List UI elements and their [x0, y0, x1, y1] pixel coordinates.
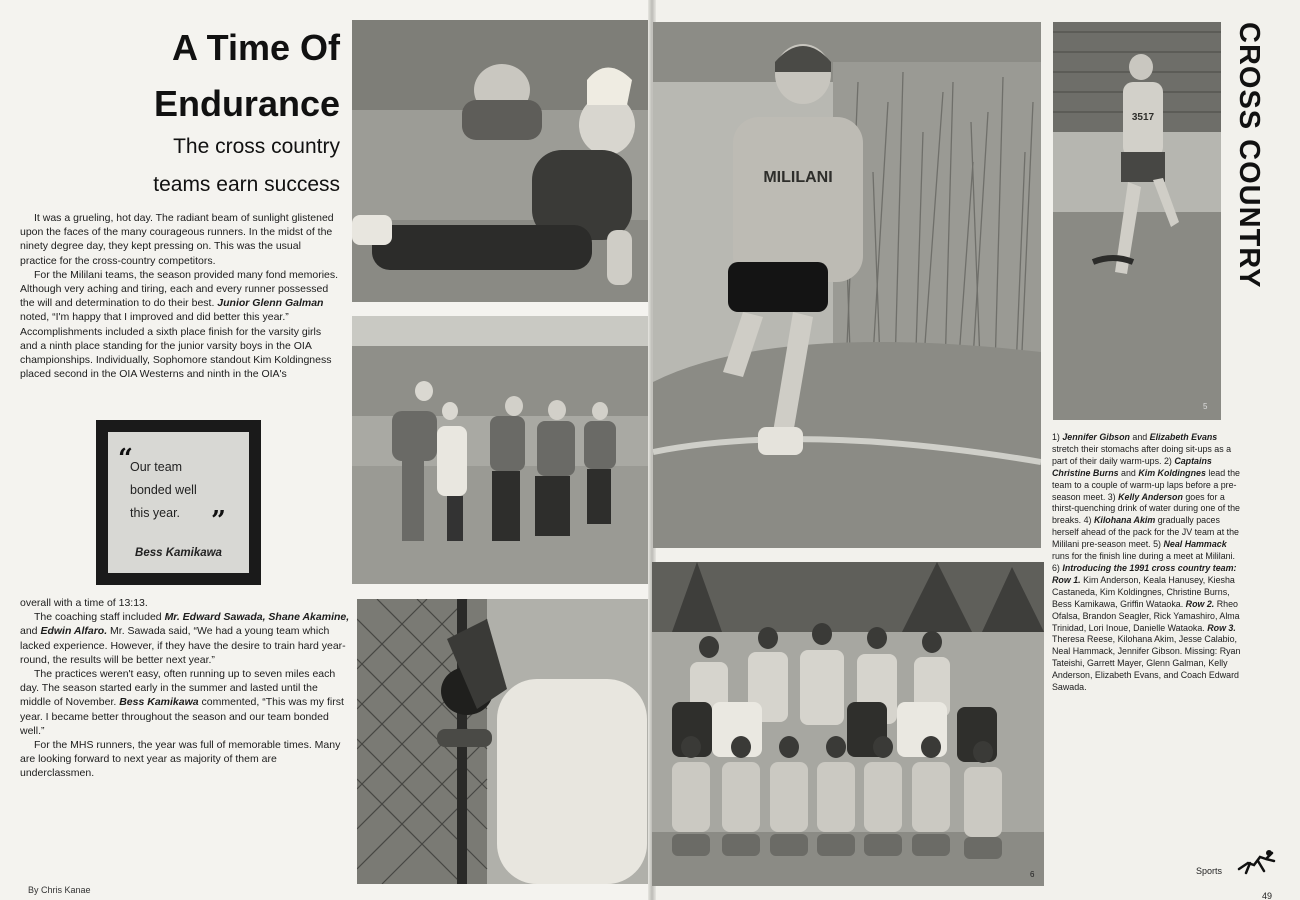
caption-run: Theresa Reese, Kilohana Akim, Jesse Calabio, Neal Hammack, Jennifer Gibson. Missing: Ryan Tateishi, Garrett Mayer, Glenn Galman, Kelly Anderson, Elizabeth Evans, and Coach Edward Sawada. — [1052, 634, 1241, 693]
caption-run: Row 3. — [1207, 622, 1236, 633]
photo-runner-grass — [653, 22, 1041, 548]
photo-water-break — [357, 599, 656, 884]
photo-finish-line — [1053, 22, 1221, 420]
photo-5-number: 5 — [1203, 402, 1208, 411]
photo-stretching — [352, 20, 650, 302]
subtitle-line-2: teams earn success — [153, 173, 340, 196]
quote-line-2: bonded well — [130, 483, 197, 497]
quote-line-1: Our team — [130, 460, 183, 474]
caption-run: and — [1118, 467, 1139, 478]
page-subtitle — [40, 128, 340, 204]
pull-quote — [96, 420, 261, 585]
close-quote-icon: ” — [211, 506, 226, 536]
caption-run: Introducing the 1991 cross country team: Row 1. — [1052, 562, 1237, 585]
quote-author: Bess Kamikawa — [135, 547, 222, 559]
caption-run: 1) — [1052, 432, 1063, 442]
photo-jersey-text: MILILANI — [763, 169, 833, 186]
quoted-name: Junior Glenn Galman — [217, 297, 324, 310]
caption-run: Kilohana Akim — [1093, 515, 1156, 526]
caption-run: Captains Christine Burns — [1052, 455, 1212, 478]
caption-run: runs for the finish line during a meet at Mililani. 6) — [1052, 551, 1236, 573]
article-paragraph-5: For the MHS runners, the year was full of memorable times. Many are looking forward to next year as majority of them are underclassmen. — [20, 739, 341, 780]
section-title-vertical — [1228, 22, 1265, 332]
caption-run: Row 2. — [1185, 598, 1215, 609]
page-number: 49 — [1262, 891, 1273, 900]
caption-run: Kim Koldingnes — [1138, 467, 1206, 478]
article-paragraph-1: It was a grueling, hot day. The radiant beam of sunlight glistened upon the faces of the many courageous runners. In the midst of the ninety degree day, they kept pressing on. This was the usual practice for the cross-country competitors. — [20, 212, 334, 267]
photo-bib-number: 3517 — [1131, 112, 1155, 123]
photo-warmup-laps — [352, 316, 650, 584]
runner-logo-icon — [1236, 849, 1276, 877]
pull-quote-panel — [108, 432, 249, 573]
caption-run: lead the team to a couple of warm-up laps before a pre-season meet. 3) — [1052, 467, 1240, 502]
caption-run: stretch their stomachs after doing sit-ups as a part of their daily warm-ups. 2) — [1052, 443, 1232, 466]
article-body-bottom — [20, 597, 350, 781]
open-quote-icon: “ — [118, 444, 133, 474]
caption-run: gradually paces herself ahead of the pack for the JV team at the Mililani pre-season meet. 5) — [1052, 515, 1239, 550]
caption-run: Elizabeth Evans — [1149, 432, 1218, 442]
subtitle-line-1: The cross country — [173, 135, 340, 158]
article-paragraph-3: The coaching staff included Mr. Edward Sawada, Shane Akamine, and Edwin Alfaro. Mr. Sawada said, “We had a young team which lacked experience. However, if they have the desire to train hard year-round, the results will be better next year.” — [20, 611, 350, 666]
photo-captions — [1052, 432, 1244, 694]
caption-run: goes for a thirst-quenching drink of water during one of the breaks. 4) — [1052, 491, 1240, 526]
title-line-1: A Time Of — [171, 27, 340, 68]
section-title-text: CROSS COUNTRY — [1233, 22, 1265, 289]
article-paragraph-2: For the Mililani teams, the season provided many fond memories. Although very aching and tiring, each and every runner possessed the will and determination to do their best. Junior Glenn Galman noted, “I'm happy that I improved and did better this year.” Accomplishments included a sixth place finish for the varsity girls and a ninth place standing for the junior varsity boys in the OIA championships. Individually, Sophomore standout Kim Koldingness placed second in the OIA Westerns and ninth in the OIA's — [20, 268, 339, 381]
photo-team-portrait — [652, 562, 1044, 886]
caption-run: Kelly Anderson — [1118, 491, 1183, 502]
caption-run: Jennifer Gibson — [1062, 432, 1130, 442]
article-body-top — [20, 211, 340, 381]
caption-run: Kim Anderson, Keala Hanusey, Kiesha Castaneda, Kim Koldingnes, Christine Burns, Bess Kamikawa, Griffin Wataoka. — [1052, 574, 1235, 609]
caption-run: and — [1129, 432, 1150, 442]
caption-run: Rheo Ofalsa, Brandon Seagler, Rick Yamashiro, Alma Trinidad, Lori Inoue, Danielle Wataoka. — [1052, 598, 1240, 633]
article-paragraph-4: The practices weren't easy, often running up to seven miles each day. The season started early in the summer and lasted until the middle of November. Bess Kamikawa commented, “This was my first year. I became better throughout the season and our team bonded well.” — [20, 668, 344, 737]
page-title — [40, 20, 340, 132]
article-paragraph-2-cont: overall with a time of 13:13. — [20, 597, 148, 609]
caption-run: Neal Hammack — [1163, 539, 1227, 550]
byline: By Chris Kanae — [28, 885, 91, 895]
section-footer-label: Sports — [1196, 866, 1223, 876]
photo-6-number: 6 — [1030, 870, 1035, 879]
quote-line-3: this year. — [130, 506, 181, 520]
title-line-2: Endurance — [153, 83, 340, 124]
